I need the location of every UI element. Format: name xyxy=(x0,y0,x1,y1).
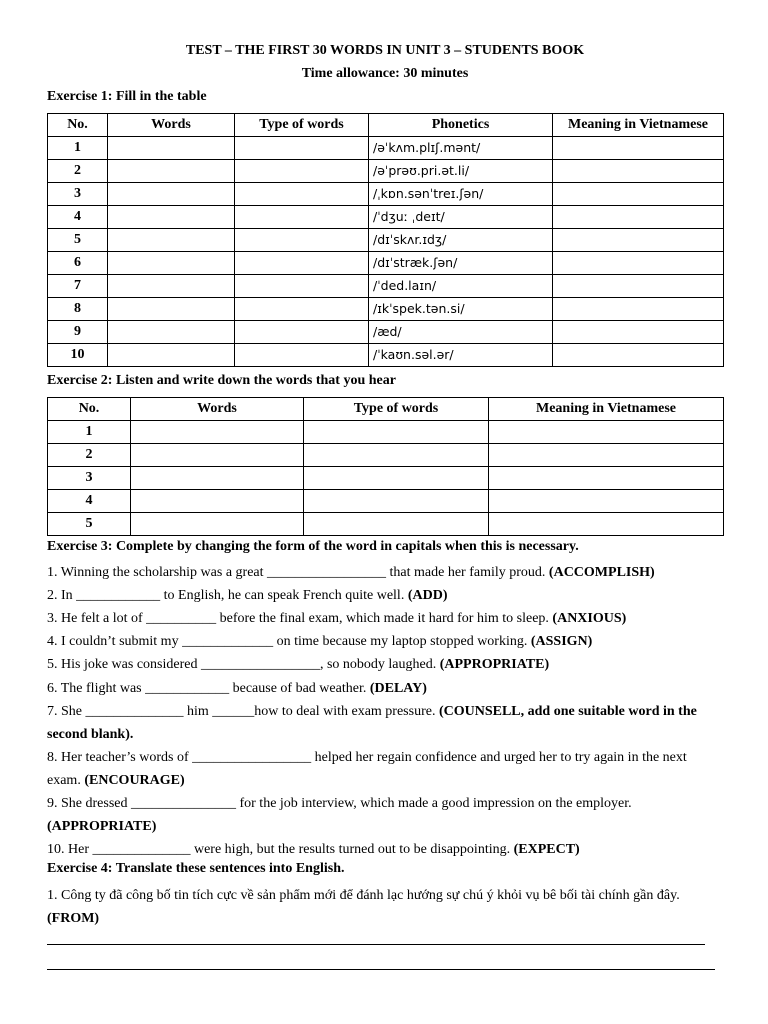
row-number: 4 xyxy=(48,206,108,229)
item-text: 1. Công ty đã công bố tin tích cực về sản phẩm mới để đánh lạc hướng sự chú ý khỏi vụ bê bối tài chính gần đây. xyxy=(47,888,680,903)
row-number: 9 xyxy=(48,321,108,344)
meaning-cell[interactable] xyxy=(553,206,724,229)
table-row xyxy=(48,321,724,344)
type-of-words-cell[interactable] xyxy=(304,444,489,467)
row-number: 10 xyxy=(48,344,108,367)
words-cell[interactable] xyxy=(131,467,304,490)
exercise-1-heading: Exercise 1: Fill in the table xyxy=(47,89,207,104)
words-cell[interactable] xyxy=(131,444,304,467)
table-row xyxy=(48,206,724,229)
type-of-words-cell[interactable] xyxy=(235,298,369,321)
exercise-3-item xyxy=(47,815,723,838)
phonetics-cell: /ɪkˈspek.tən.si/ xyxy=(369,298,553,321)
exercise-3-item xyxy=(47,792,723,815)
phonetics-cell: /ˈded.laɪn/ xyxy=(369,275,553,298)
meaning-cell[interactable] xyxy=(553,298,724,321)
exercise-1-table xyxy=(47,113,724,367)
exercise-3-heading: Exercise 3: Complete by changing the form of the word in capitals when this is necessary. xyxy=(47,539,579,554)
type-of-words-cell[interactable] xyxy=(235,275,369,298)
meaning-cell[interactable] xyxy=(553,160,724,183)
phonetics-cell: /æd/ xyxy=(369,321,553,344)
type-of-words-cell[interactable] xyxy=(235,160,369,183)
exercise-3-item xyxy=(47,700,723,723)
table-row xyxy=(48,421,724,444)
exercise-3-item xyxy=(47,723,723,746)
test-title: TEST – THE FIRST 30 WORDS IN UNIT 3 – STUDENTS BOOK xyxy=(185,43,585,58)
header-meaning: Meaning in Vietnamese xyxy=(489,398,724,421)
table-row xyxy=(48,252,724,275)
meaning-cell[interactable] xyxy=(489,513,724,536)
exercise-3-item xyxy=(47,769,723,792)
words-cell[interactable] xyxy=(108,275,235,298)
table-row xyxy=(48,344,724,367)
meaning-cell[interactable] xyxy=(489,467,724,490)
table-row xyxy=(48,467,724,490)
item-hint: (EXPECT) xyxy=(513,842,580,857)
exercise-3-item xyxy=(47,677,723,700)
item-hint: (ASSIGN) xyxy=(530,634,593,649)
table-row xyxy=(48,229,724,252)
item-hint: (APPROPRIATE) xyxy=(439,657,550,672)
words-cell[interactable] xyxy=(108,229,235,252)
words-cell[interactable] xyxy=(108,206,235,229)
exercise-4-heading: Exercise 4: Translate these sentences into English. xyxy=(47,861,345,876)
table-header-row xyxy=(48,398,724,421)
exercise-3-item xyxy=(47,607,723,630)
item-hint: (ANXIOUS) xyxy=(552,611,627,626)
exercise-2-table xyxy=(47,397,724,536)
meaning-cell[interactable] xyxy=(553,137,724,160)
phonetics-cell: /əˈprəʊ.pri.ət.li/ xyxy=(369,160,553,183)
table-row xyxy=(48,183,724,206)
item-hint: (ENCOURAGE) xyxy=(84,773,185,788)
header-meaning: Meaning in Vietnamese xyxy=(553,114,724,137)
meaning-cell[interactable] xyxy=(489,444,724,467)
item-text: 5. His joke was considered _________________, so nobody laughed. xyxy=(47,657,440,672)
item-hint: (APPROPRIATE) xyxy=(47,819,157,834)
header-no: No. xyxy=(48,114,108,137)
phonetics-cell: /ˈkaʊn.səl.ər/ xyxy=(369,344,553,367)
header-type-of-words: Type of words xyxy=(304,398,489,421)
words-cell[interactable] xyxy=(131,421,304,444)
type-of-words-cell[interactable] xyxy=(304,490,489,513)
item-text: 3. He felt a lot of __________ before the final exam, which made it hard for him to sleep. xyxy=(47,611,553,626)
item-hint: second blank). xyxy=(47,727,134,742)
row-number: 8 xyxy=(48,298,108,321)
exercise-4-item xyxy=(47,907,723,930)
table-header-row xyxy=(48,114,724,137)
phonetics-cell: /ˌkɒn.sənˈtreɪ.ʃən/ xyxy=(369,183,553,206)
phonetics-cell: /ˈdʒuː ˌdeɪt/ xyxy=(369,206,553,229)
time-allowance: Time allowance: 30 minutes xyxy=(301,66,469,81)
row-number: 3 xyxy=(48,183,108,206)
item-hint: (ADD) xyxy=(407,588,448,603)
item-text: 6. The flight was ____________ because of bad weather. xyxy=(47,681,370,696)
exercise-4-item xyxy=(47,884,723,907)
meaning-cell[interactable] xyxy=(553,229,724,252)
exercise-3-item xyxy=(47,561,723,584)
row-number: 5 xyxy=(48,513,131,536)
exercise-3-item xyxy=(47,584,723,607)
exercise-3-item xyxy=(47,746,723,769)
exercise-2-heading: Exercise 2: Listen and write down the words that you hear xyxy=(47,373,396,388)
phonetics-cell: /dɪˈskʌr.ɪdʒ/ xyxy=(369,229,553,252)
header-no: No. xyxy=(48,398,131,421)
row-number: 3 xyxy=(48,467,131,490)
exercise-3-item xyxy=(47,838,723,861)
row-number: 6 xyxy=(48,252,108,275)
meaning-cell[interactable] xyxy=(489,490,724,513)
table-row xyxy=(48,160,724,183)
item-text: 4. I couldn’t submit my _____________ on time because my laptop stopped working. xyxy=(47,634,531,649)
item-hint: (FROM) xyxy=(47,911,100,926)
exercise-3-item xyxy=(47,653,723,676)
header-phonetics: Phonetics xyxy=(369,114,553,137)
item-text: 9. She dressed _______________ for the job interview, which made a good impression on the employer. xyxy=(47,796,632,811)
table-row xyxy=(48,513,724,536)
item-text: 1. Winning the scholarship was a great _________________ that made her family proud. xyxy=(47,565,549,580)
words-cell[interactable] xyxy=(108,160,235,183)
type-of-words-cell[interactable] xyxy=(235,252,369,275)
meaning-cell[interactable] xyxy=(553,183,724,206)
words-cell[interactable] xyxy=(131,513,304,536)
item-text: exam. xyxy=(47,773,85,788)
words-cell[interactable] xyxy=(131,490,304,513)
exercise-3-item xyxy=(47,630,723,653)
meaning-cell[interactable] xyxy=(553,275,724,298)
table-row xyxy=(48,298,724,321)
table-row xyxy=(48,275,724,298)
table-row xyxy=(48,137,724,160)
type-of-words-cell[interactable] xyxy=(235,344,369,367)
header-words: Words xyxy=(108,114,235,137)
header-type-of-words: Type of words xyxy=(235,114,369,137)
phonetics-cell: /dɪˈstræk.ʃən/ xyxy=(369,252,553,275)
meaning-cell[interactable] xyxy=(553,252,724,275)
row-number: 1 xyxy=(48,137,108,160)
words-cell[interactable] xyxy=(108,252,235,275)
type-of-words-cell[interactable] xyxy=(304,467,489,490)
type-of-words-cell[interactable] xyxy=(235,137,369,160)
words-cell[interactable] xyxy=(108,183,235,206)
meaning-cell[interactable] xyxy=(489,421,724,444)
row-number: 5 xyxy=(48,229,108,252)
words-cell[interactable] xyxy=(108,137,235,160)
words-cell[interactable] xyxy=(108,298,235,321)
row-number: 2 xyxy=(48,444,131,467)
item-hint: (COUNSELL, add one suitable word in the xyxy=(438,704,697,719)
row-number: 1 xyxy=(48,421,131,444)
item-text: 2. In ____________ to English, he can speak French quite well. xyxy=(47,588,408,603)
meaning-cell[interactable] xyxy=(553,321,724,344)
item-text: 8. Her teacher’s words of _________________ helped her regain confidence and urged her to try again in the next xyxy=(47,750,687,765)
row-number: 7 xyxy=(48,275,108,298)
header-words: Words xyxy=(131,398,304,421)
item-text: 10. Her ______________ were high, but the results turned out to be disappointing. xyxy=(47,842,514,857)
row-number: 4 xyxy=(48,490,131,513)
item-hint: (ACCOMPLISH) xyxy=(548,565,655,580)
meaning-cell[interactable] xyxy=(553,344,724,367)
type-of-words-cell[interactable] xyxy=(235,321,369,344)
row-number: 2 xyxy=(48,160,108,183)
answer-line[interactable] xyxy=(47,944,705,945)
table-row xyxy=(48,490,724,513)
type-of-words-cell[interactable] xyxy=(235,229,369,252)
type-of-words-cell[interactable] xyxy=(235,206,369,229)
words-cell[interactable] xyxy=(108,321,235,344)
item-text: 7. She ______________ him ______how to deal with exam pressure. xyxy=(47,704,439,719)
table-row xyxy=(48,444,724,467)
phonetics-cell: /əˈkʌm.plɪʃ.mənt/ xyxy=(369,137,553,160)
words-cell[interactable] xyxy=(108,344,235,367)
type-of-words-cell[interactable] xyxy=(304,421,489,444)
type-of-words-cell[interactable] xyxy=(235,183,369,206)
item-hint: (DELAY) xyxy=(369,681,427,696)
type-of-words-cell[interactable] xyxy=(304,513,489,536)
answer-line[interactable] xyxy=(47,969,715,970)
